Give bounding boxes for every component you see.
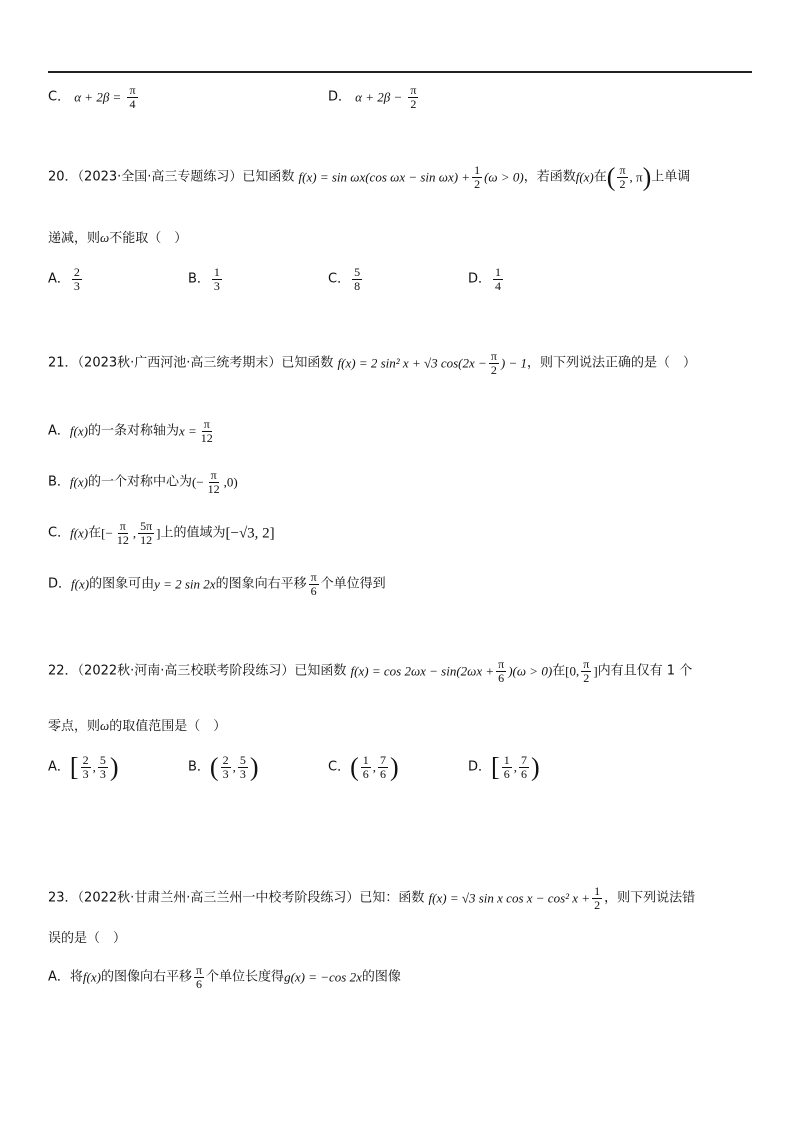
text-run: ): [390, 752, 399, 782]
text-run: ,0): [223, 474, 238, 490]
text-run: π: [119, 519, 126, 533]
text-run: 12: [140, 533, 153, 547]
q21-option-d[interactable]: [48, 571, 386, 598]
fraction: [98, 754, 108, 781]
text-run: 的图象向右平移: [215, 576, 307, 592]
text-run: A．: [48, 423, 70, 439]
text-run: ): [530, 752, 540, 782]
q22-option-c[interactable]: [328, 754, 399, 781]
text-run: 6: [380, 767, 386, 781]
text-run: 2: [619, 177, 626, 191]
text-run: 4: [495, 279, 502, 293]
fraction: [115, 520, 131, 547]
text-run: , π: [629, 169, 643, 185]
question-source: （2022秋·甘肃兰州·高三兰州一中校考阶段练习）已知：函数: [77, 890, 425, 906]
q22-stem-line2: [48, 717, 226, 736]
fraction: [472, 164, 482, 191]
text-run: 1: [594, 884, 601, 898]
text-run: 7: [380, 753, 386, 767]
text-run: [: [491, 752, 500, 782]
text-run: ) − 1: [500, 355, 527, 371]
q22-option-a[interactable]: [48, 754, 119, 781]
text-run: 6: [310, 584, 317, 598]
fraction: [194, 964, 204, 991]
text-run: 2: [594, 898, 601, 912]
fraction: [581, 658, 591, 685]
fraction: [212, 266, 222, 293]
text-run: D．: [468, 271, 492, 287]
bracket: (: [606, 162, 616, 192]
separator: ,: [372, 759, 376, 775]
q20-option-d[interactable]: [468, 266, 505, 293]
text-run: 的一个对称中心为: [87, 474, 192, 490]
option-label: D．: [328, 89, 352, 105]
text-run: D．: [48, 576, 72, 592]
text-run: 3: [213, 279, 220, 293]
text-run: π: [129, 83, 136, 97]
text-run: C．: [328, 271, 351, 287]
q23-stem-line2: [48, 930, 126, 948]
text-run: 的取值范围是（ ）: [109, 719, 227, 734]
text-run: (: [209, 752, 219, 782]
q20-stem-line2: [48, 229, 187, 248]
text-run: D．: [468, 759, 492, 775]
text-run: C．: [48, 525, 71, 541]
q22-option-b[interactable]: [188, 754, 259, 781]
fraction: [592, 885, 602, 912]
q20-option-c[interactable]: [328, 266, 364, 293]
fraction: [127, 84, 137, 111]
text-run: 6: [503, 767, 510, 781]
text-run: 递减，则: [48, 231, 101, 246]
text-run: 3: [99, 767, 106, 781]
text-run: B．: [188, 271, 210, 287]
separator: ,: [232, 759, 236, 775]
text-run: [0,: [565, 663, 580, 679]
top-rule: [48, 71, 752, 73]
text-run: 3: [73, 279, 80, 293]
text-run: g(x) = −cos 2x: [284, 969, 362, 985]
text-run: 1: [495, 265, 502, 279]
function-def: f(x) = 2 sin² x + √3 cos(2x −: [337, 355, 487, 371]
q21-stem: [48, 350, 696, 377]
text-run: f(x): [69, 423, 88, 439]
fraction: [519, 754, 529, 781]
q23-stem-line1: [48, 885, 695, 912]
text-run: 2: [73, 265, 80, 279]
option-label: C．: [48, 89, 71, 105]
fraction: [489, 350, 499, 377]
question-number: 21．: [48, 355, 78, 371]
text-run: 6: [498, 671, 505, 685]
fraction: [81, 754, 91, 781]
text-run: 2: [490, 363, 497, 377]
fraction: [72, 266, 82, 293]
text-run: 6: [520, 767, 527, 781]
text-run: 2: [222, 753, 229, 767]
separator: ,: [513, 759, 517, 775]
text-run: 1: [474, 163, 481, 177]
text-run: 5π: [140, 519, 153, 533]
fraction: [378, 754, 388, 781]
text-run: ]: [593, 663, 598, 679]
text-run: π: [195, 963, 203, 977]
text-run: 的一条对称轴为: [87, 423, 179, 439]
fraction: [361, 754, 371, 781]
text-run: ): [249, 752, 259, 782]
text-run: B．: [188, 759, 210, 775]
text-run: )(ω > 0): [508, 663, 553, 679]
text-run: 零点，则: [48, 719, 101, 734]
text-run: 8: [354, 279, 361, 293]
text-run: [−√3, 2]: [225, 525, 275, 542]
q23-option-a[interactable]: [48, 964, 401, 991]
text-run: 在: [552, 663, 566, 679]
fraction: [496, 658, 506, 685]
text-run: 个单位长度得: [206, 969, 285, 985]
text-run: 在: [88, 525, 102, 541]
text-run: 将: [69, 969, 83, 985]
function-def: f(x) = cos 2ωx − sin(2ωx +: [350, 663, 495, 679]
q22-stem-line1: [48, 658, 692, 685]
text-run: π: [583, 657, 590, 671]
text-run: 2: [82, 753, 89, 767]
text-run: ，若函数: [523, 169, 576, 185]
text-run: A．: [48, 271, 70, 287]
text-run: 5: [99, 753, 106, 767]
separator: ,: [92, 759, 96, 775]
question-source: （2023·全国·高三专题练习）已知函数: [77, 169, 295, 185]
text-run: 5: [239, 753, 246, 767]
q20-option-b[interactable]: [188, 266, 224, 293]
text-run: (: [350, 752, 359, 782]
text-run: 上单调: [651, 169, 691, 185]
text-run: C．: [328, 759, 351, 775]
text-run: 1: [362, 753, 369, 767]
q21-option-a[interactable]: [48, 418, 217, 445]
bracket: ): [642, 162, 652, 192]
text-run: 3: [222, 767, 229, 781]
question-number: 23．: [48, 890, 78, 906]
q19-option-d[interactable]: [328, 84, 420, 111]
q22-option-d[interactable]: [468, 754, 540, 781]
text-run: f(x): [69, 474, 88, 490]
text-run: A．: [48, 759, 70, 775]
text-run: 3: [239, 767, 246, 781]
text-run: π: [490, 349, 497, 363]
text-run: 1: [503, 753, 510, 767]
fraction: [221, 754, 231, 781]
q20-option-a[interactable]: [48, 266, 84, 293]
text-run: 的图象可由: [89, 576, 155, 592]
text-run: 12: [200, 431, 213, 445]
text-run: 的图像: [361, 969, 401, 985]
text-run: f(x): [82, 969, 101, 985]
text-run: ): [109, 752, 119, 782]
text-run: 12: [116, 533, 129, 547]
text-run: (ω > 0): [484, 169, 524, 185]
text-run: f(x): [575, 169, 594, 185]
text-run: ，则下列说法正确的是（ ）: [526, 355, 696, 371]
text-run: f(x): [71, 576, 90, 592]
text-run: 12: [207, 482, 220, 496]
text-run: 4: [129, 97, 136, 111]
text-run: 上的值域为: [160, 525, 226, 541]
text-run: π: [498, 657, 505, 671]
fraction: [238, 754, 248, 781]
q21-option-b[interactable]: [48, 469, 238, 496]
text-run: 5: [354, 265, 361, 279]
text-run: B．: [48, 474, 70, 490]
question-number: 22．: [48, 663, 78, 679]
text-run: x =: [178, 423, 197, 439]
text-run: [−: [101, 525, 113, 541]
question-number: 20．: [48, 169, 78, 185]
text-run: 不能取（ ）: [109, 231, 188, 246]
text-run: 在: [593, 169, 607, 185]
text-run: 1: [213, 265, 220, 279]
text-run: π: [310, 570, 317, 584]
q20-stem-line1: [48, 164, 690, 191]
text-run: ]: [156, 525, 161, 541]
text-run: 7: [520, 753, 527, 767]
fraction: [206, 469, 222, 496]
fraction: [352, 266, 362, 293]
question-source: （2023秋·广西河池·高三统考期末）已知函数: [77, 355, 334, 371]
text-run: 6: [362, 767, 369, 781]
text-run: 个单位得到: [320, 576, 386, 592]
fraction: [309, 571, 319, 598]
text-run: π: [410, 83, 417, 97]
text-run: 2: [583, 671, 590, 685]
fraction: [502, 754, 512, 781]
separator: ,: [132, 525, 137, 541]
q19-option-c[interactable]: [48, 84, 140, 111]
text-run: [: [69, 752, 79, 782]
text-run: 的图像向右平移: [100, 969, 192, 985]
text-run: 2: [474, 177, 481, 191]
text-run: 2: [410, 97, 417, 111]
text-run: 误的是（ ）: [48, 931, 127, 946]
text-run: ω: [100, 718, 110, 733]
text-run: (−: [191, 474, 204, 490]
text-run: ω: [100, 230, 110, 245]
fraction: [408, 84, 418, 111]
fraction: [617, 164, 627, 191]
text-run: π: [210, 468, 217, 482]
text-run: 内有且仅有 1 个: [597, 663, 693, 679]
function-def: f(x) = sin ωx(cos ωx − sin ωx) +: [298, 169, 471, 185]
text-run: π: [619, 163, 626, 177]
text-run: 6: [196, 977, 203, 991]
q21-option-c[interactable]: [48, 520, 275, 547]
math-expr: α + 2β =: [74, 89, 122, 105]
text-run: ，则下列说法错: [604, 890, 696, 906]
text-run: f(x): [70, 525, 89, 541]
fraction: [138, 520, 154, 547]
text-run: 3: [82, 767, 89, 781]
fraction: [493, 266, 503, 293]
function-def: f(x) = √3 sin x cos x − cos² x +: [428, 890, 591, 906]
question-source: （2022秋·河南·高三校联考阶段练习）已知函数: [77, 663, 347, 679]
text-run: A．: [48, 969, 70, 985]
text-run: y = 2 sin 2x: [154, 576, 216, 592]
fraction: [199, 418, 215, 445]
text-run: π: [203, 417, 210, 431]
math-expr: α + 2β −: [355, 89, 403, 105]
